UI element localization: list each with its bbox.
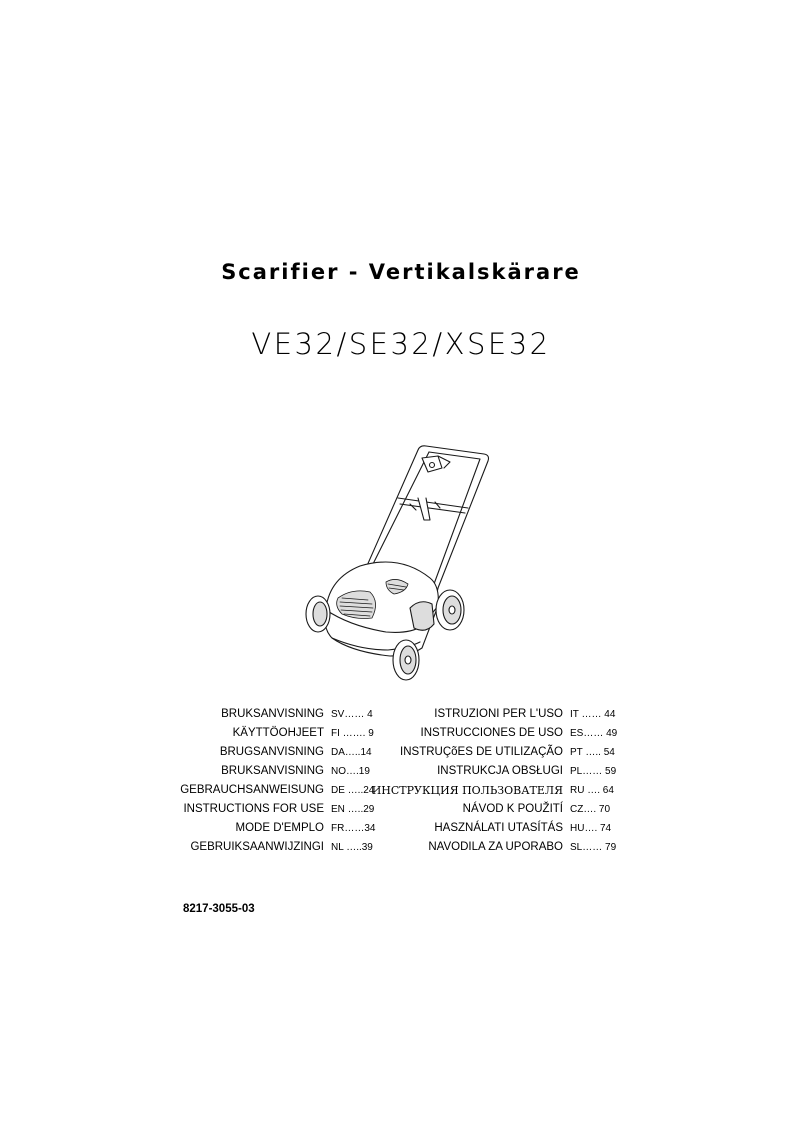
language-name: INSTRUKCJA OBSŁUGI	[437, 765, 563, 777]
page-reference: DE …..24	[331, 785, 375, 796]
language-name: INSTRUCCIONES DE USO	[420, 727, 563, 739]
language-name: BRUGSANVISNING	[219, 746, 324, 758]
language-entry	[380, 838, 617, 857]
language-name: ИНСТРУКЦИЯ ПОЛЬЗОВАТЕЛЯ	[371, 784, 563, 797]
language-entry	[380, 724, 618, 743]
page-reference: SV…… 4	[331, 709, 373, 720]
page-reference: FI ……. 9	[331, 728, 374, 739]
language-list-right	[371, 705, 618, 857]
language-entry	[380, 762, 617, 781]
page-reference: ES…… 49	[570, 728, 618, 739]
language-entry	[160, 724, 374, 743]
language-entry	[380, 743, 615, 762]
language-entry	[160, 705, 373, 724]
language-name: ISTRUZIONI PER L'USO	[434, 708, 563, 720]
page-reference: SL…… 79	[570, 842, 617, 853]
language-name: KÄYTTÖOHJEET	[232, 727, 324, 739]
language-name: INSTRUÇõES DE UTILIZAÇÃO	[400, 746, 563, 758]
language-name: HASZNÁLATI UTASÍTÁS	[434, 822, 563, 834]
page-reference: HU…. 74	[570, 823, 612, 834]
language-name: BRUKSANVISNING	[221, 765, 324, 777]
language-entry	[160, 743, 372, 762]
language-name: GEBRAUCHSANWEISUNG	[180, 784, 324, 796]
page-reference: PT ….. 54	[570, 747, 615, 758]
language-name: GEBRUIKSAANWIJZINGI	[190, 841, 324, 853]
language-name: MODE D'EMPLO	[235, 822, 324, 834]
page-reference: PL…… 59	[570, 766, 617, 777]
page-reference: NL …..39	[331, 842, 373, 853]
language-entry	[371, 781, 614, 800]
page-reference: FR……34	[331, 823, 376, 834]
language-entry	[160, 819, 376, 838]
document-number: 8217-3055-03	[183, 903, 255, 915]
language-entry	[380, 800, 611, 819]
language-entry	[160, 762, 370, 781]
scarifier-machine-illustration	[290, 438, 490, 688]
language-entry	[160, 838, 373, 857]
page-reference: NO….19	[331, 766, 370, 777]
language-list-left	[160, 705, 376, 857]
page-reference: DA…..14	[331, 747, 372, 758]
language-name: NAVODILA ZA UPORABO	[428, 841, 563, 853]
page-reference: CZ…. 70	[570, 804, 611, 815]
language-entry	[160, 800, 375, 819]
language-name: INSTRUCTIONS FOR USE	[183, 803, 324, 815]
language-name: BRUKSANVISNING	[221, 708, 324, 720]
language-name: NÁVOD K POUŽITÍ	[462, 803, 563, 815]
language-entry	[160, 781, 375, 800]
language-entry	[380, 819, 612, 838]
page-reference: IT …… 44	[570, 709, 616, 720]
model-number: VE32/SE32/XSE32	[251, 327, 551, 361]
page-reference: RU …. 64	[570, 785, 614, 796]
document-title: Scarifier - Vertikalskärare	[221, 260, 581, 284]
language-entry	[380, 705, 616, 724]
page-reference: EN …..29	[331, 804, 375, 815]
